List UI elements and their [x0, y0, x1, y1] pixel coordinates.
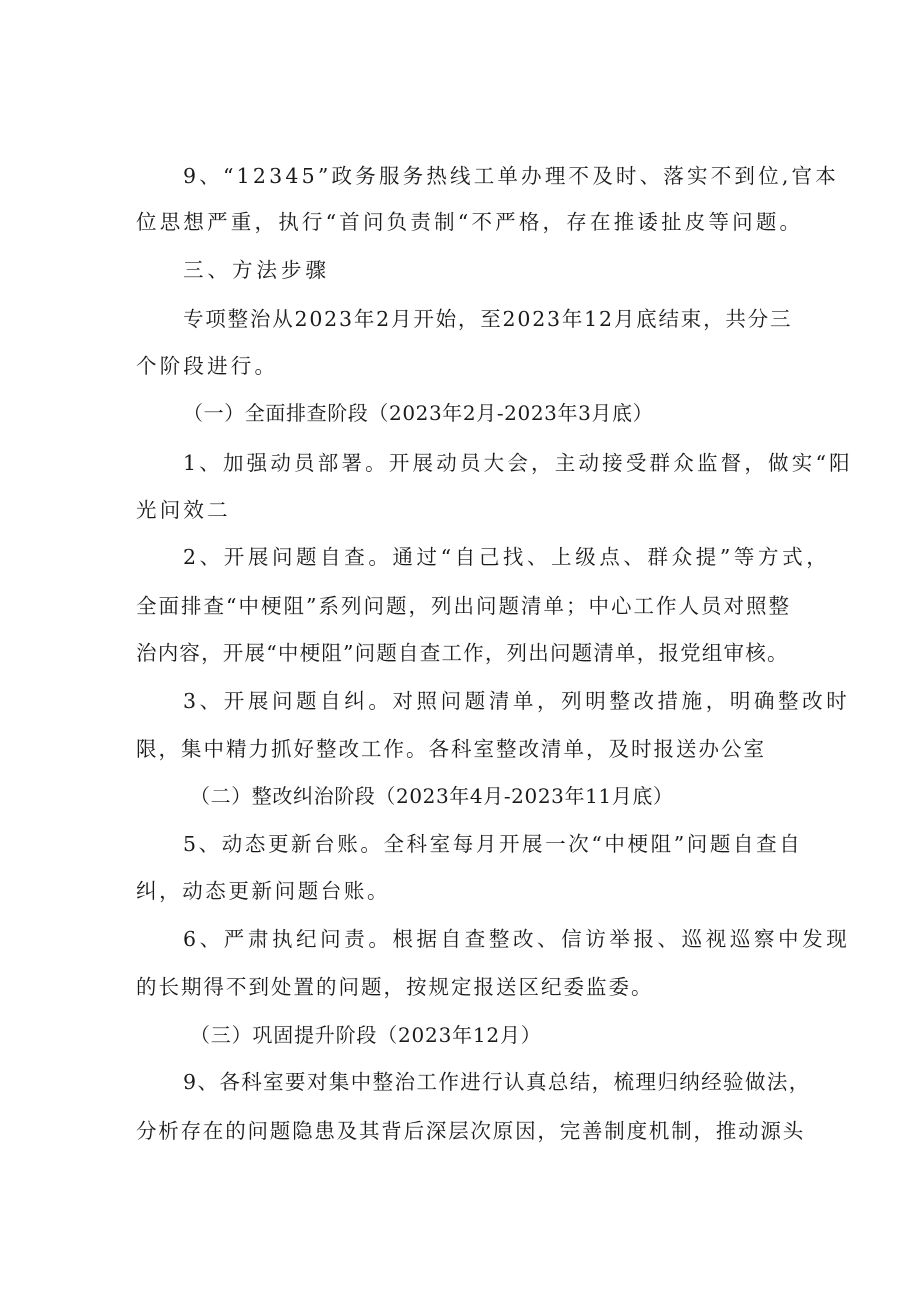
paragraph-line: 治内容，开展“中梗阻”问题自查工作，列出问题清单，报党组审核。 [136, 641, 789, 665]
paragraph-line: 全面排查“中梗阻”系列问题，列出问题清单；中心工作人员对照整 [136, 594, 791, 618]
section-heading: 三、方法步骤 [183, 258, 330, 282]
paragraph-line: 光问效二 [136, 498, 231, 522]
paragraph-line: 纠，动态更新问题台账。 [136, 879, 391, 903]
paragraph-line: 位思想严重，执行“首问负责制“不严格，存在推诿扯皮等问题。 [136, 210, 804, 234]
paragraph-line: 6、严肃执纪问责。根据自查整改、信访举报、巡视巡察中发现 [183, 927, 851, 951]
subsection-heading: （一）全面排查阶段（2023年2月-2023年3月底） [183, 401, 654, 425]
subsection-heading: （二）整改纠治阶段（2023年4月-2023年11月底） [190, 784, 674, 808]
paragraph-line: 9、各科室要对集中整治工作进行认真总结，梳理归纳经验做法， [183, 1070, 811, 1094]
paragraph-line: 9、“12345”政务服务热线工单办理不及时、落实不到位,官本 [183, 164, 839, 188]
paragraph-line: 个阶段进行。 [136, 354, 279, 378]
paragraph-line: 限，集中精力抓好整改工作。各科室整改清单，及时报送办公室 [136, 737, 766, 761]
paragraph-line: 2、开展问题自查。通过“自己找、上级点、群众提”等方式， [183, 545, 831, 569]
paragraph-line: 的长期得不到处置的问题，按规定报送区纪委监委。 [136, 975, 654, 999]
paragraph-line: 3、开展问题自纠。对照问题清单，列明整改措施，明确整改时 [183, 689, 851, 713]
paragraph-line: 5、动态更新台账。全科室每月开展一次“中梗阻”问题自查自 [183, 832, 803, 856]
subsection-heading: （三）巩固提升阶段（2023年12月） [190, 1023, 542, 1047]
paragraph-line: 1、加强动员部署。开展动员大会，主动接受群众监督，做实“阳 [183, 451, 853, 475]
paragraph-line: 专项整治从2023年2月开始，至2023年12月底结束，共分三 [183, 307, 793, 331]
paragraph-line: 分析存在的问题隐患及其背后深层次原因，完善制度机制，推动源头 [136, 1119, 805, 1143]
